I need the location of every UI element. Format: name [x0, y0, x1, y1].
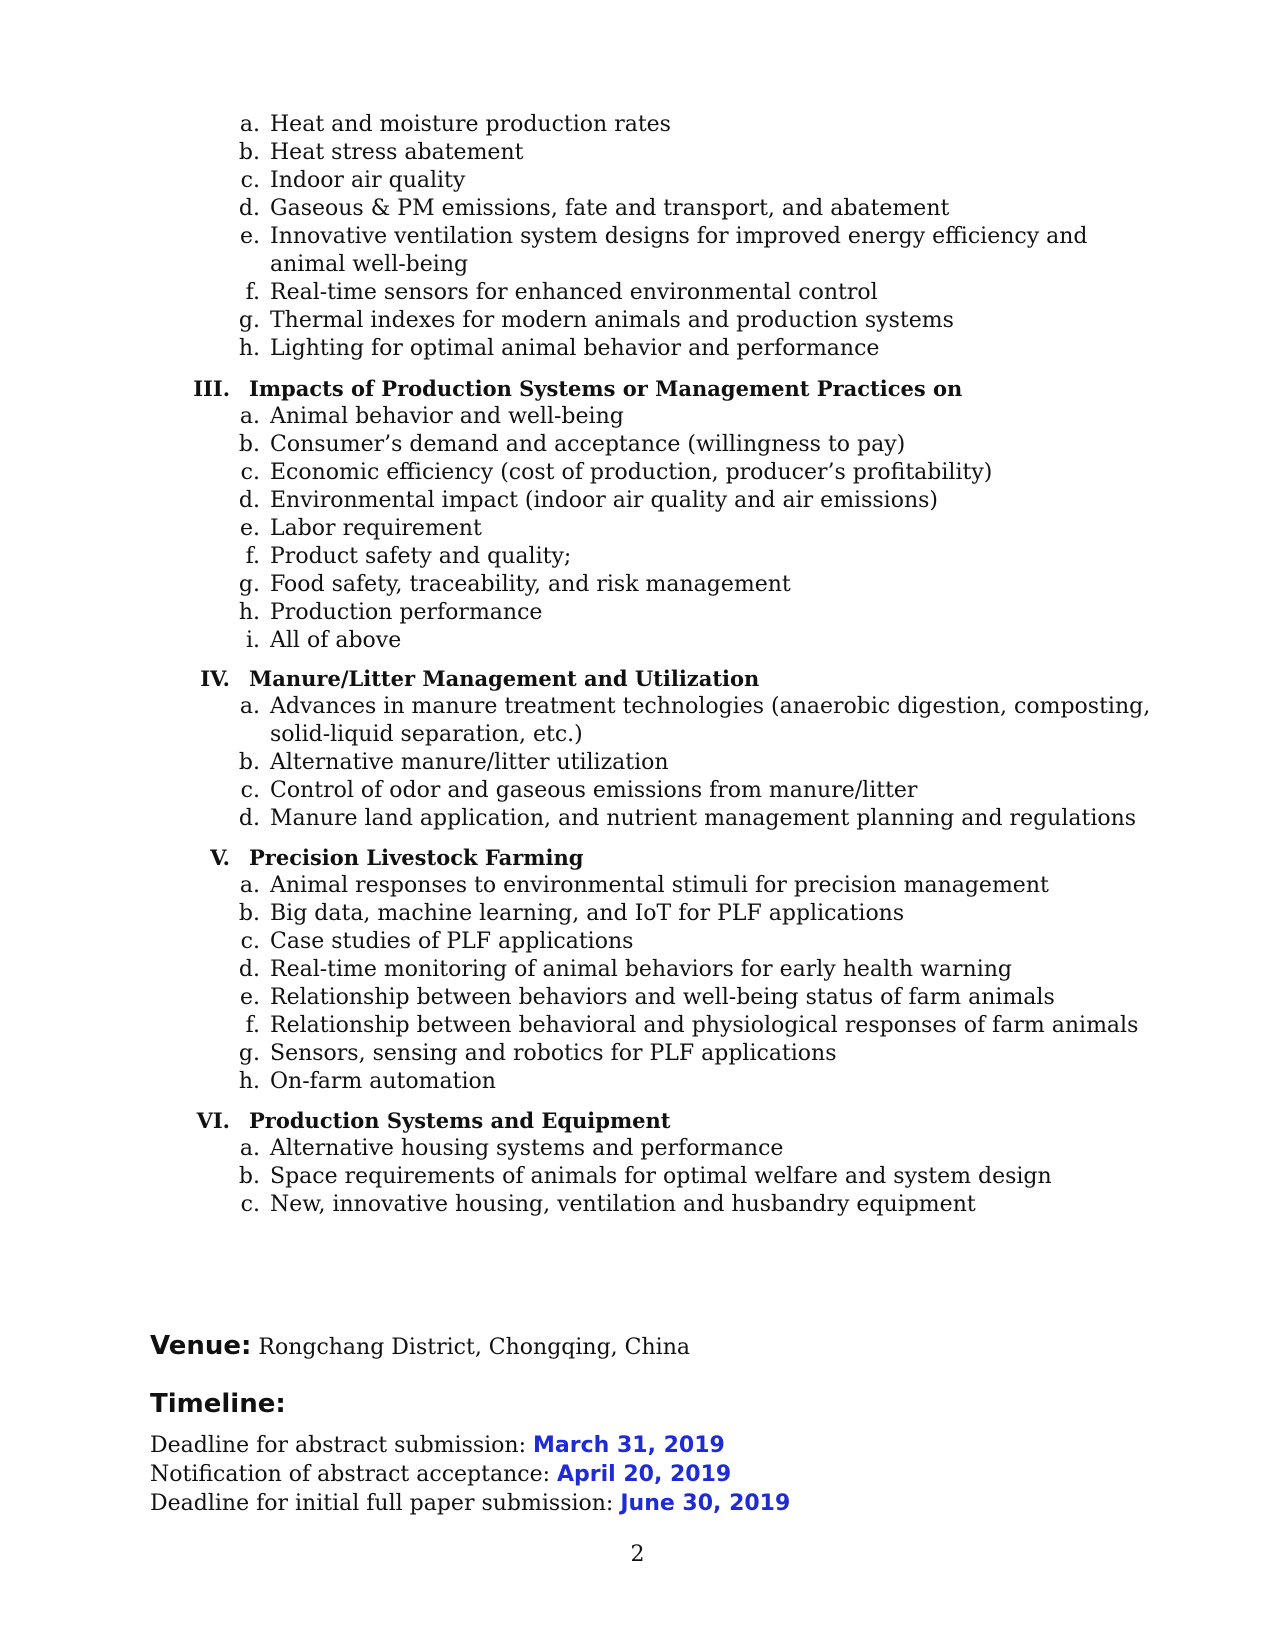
item-text: Alternative manure/litter utilization	[270, 750, 669, 775]
item-letter: g.	[238, 308, 260, 333]
item-letter: h.	[238, 600, 260, 625]
item-text: Lighting for optimal animal behavior and performance	[270, 336, 880, 361]
timeline-label: Deadline for initial full paper submission:	[150, 1491, 621, 1516]
item-letter: b.	[238, 432, 260, 457]
item-text: Advances in manure treatment technologies (anaerobic digestion, composting,	[270, 694, 1151, 719]
item-letter: d.	[238, 488, 260, 513]
timeline-row	[150, 1431, 725, 1460]
section-title: Manure/Litter Management and Utilization	[249, 666, 760, 691]
item-letter: g.	[238, 572, 260, 597]
item-text-continuation: animal well-being	[270, 252, 469, 277]
item-text: Big data, machine learning, and IoT for PLF applications	[270, 901, 905, 926]
item-text: Product safety and quality;	[270, 544, 572, 569]
item-text: Consumer’s demand and acceptance (willingness to pay)	[270, 432, 906, 457]
item-letter: e.	[239, 224, 260, 249]
item-text: Real-time monitoring of animal behaviors for early health warning	[270, 957, 1012, 982]
item-letter: c.	[240, 168, 260, 193]
item-text: Economic efficiency (cost of production, producer’s profitability)	[270, 460, 993, 485]
item-text: Food safety, traceability, and risk management	[270, 572, 791, 597]
timeline-label: Deadline for abstract submission:	[150, 1433, 534, 1458]
item-text: Indoor air quality	[270, 168, 466, 193]
section-numeral: VI.	[196, 1108, 230, 1133]
item-letter: c.	[240, 778, 260, 803]
item-letter: f.	[245, 280, 260, 305]
item-text: Case studies of PLF applications	[270, 929, 634, 954]
item-text: Real-time sensors for enhanced environmental control	[270, 280, 878, 305]
item-text: On-farm automation	[270, 1069, 496, 1094]
item-text: Heat stress abatement	[270, 140, 524, 165]
item-text: Heat and moisture production rates	[270, 112, 671, 137]
item-letter: c.	[240, 1192, 260, 1217]
timeline-date: March 31, 2019	[533, 1433, 725, 1458]
item-text: Animal responses to environmental stimuli for precision management	[270, 873, 1049, 898]
item-letter: c.	[240, 460, 260, 485]
item-letter: h.	[238, 336, 260, 361]
section-title: Impacts of Production Systems or Management Practices on	[249, 376, 963, 401]
item-text: Gaseous & PM emissions, fate and transport, and abatement	[270, 196, 950, 221]
item-letter: a.	[239, 873, 260, 898]
venue-value: Rongchang District, Chongqing, China	[251, 1335, 690, 1360]
item-text: Environmental impact (indoor air quality and air emissions)	[270, 488, 938, 513]
timeline-row	[150, 1489, 790, 1518]
section-title: Precision Livestock Farming	[249, 845, 584, 870]
timeline-heading: Timeline:	[150, 1389, 286, 1419]
item-text: Production performance	[270, 600, 543, 625]
item-letter: e.	[239, 516, 260, 541]
item-letter: c.	[240, 929, 260, 954]
item-letter: f.	[245, 1013, 260, 1038]
item-text-continuation: solid-liquid separation, etc.)	[270, 722, 583, 747]
item-letter: d.	[238, 196, 260, 221]
item-letter: a.	[239, 112, 260, 137]
section-numeral: V.	[210, 845, 230, 870]
item-text: Relationship between behavioral and physiological responses of farm animals	[270, 1013, 1139, 1038]
item-letter: d.	[238, 806, 260, 831]
timeline-date: April 20, 2019	[557, 1462, 732, 1487]
section-numeral: IV.	[200, 666, 230, 691]
item-text: Control of odor and gaseous emissions from manure/litter	[270, 778, 918, 803]
item-letter: a.	[239, 1136, 260, 1161]
section-numeral: III.	[193, 376, 230, 401]
page-number: 2	[630, 1542, 645, 1567]
item-letter: g.	[238, 1041, 260, 1066]
item-text: New, innovative housing, ventilation and husbandry equipment	[270, 1192, 976, 1217]
item-letter: i.	[245, 628, 260, 653]
item-letter: b.	[238, 901, 260, 926]
item-text: Thermal indexes for modern animals and production systems	[270, 308, 954, 333]
item-text: Animal behavior and well-being	[270, 404, 624, 429]
item-letter: b.	[238, 750, 260, 775]
item-letter: e.	[239, 985, 260, 1010]
item-letter: b.	[238, 140, 260, 165]
item-letter: a.	[239, 404, 260, 429]
item-text: Alternative housing systems and performance	[270, 1136, 784, 1161]
item-text: Labor requirement	[270, 516, 482, 541]
timeline-date: June 30, 2019	[620, 1491, 791, 1516]
section-title: Production Systems and Equipment	[249, 1108, 671, 1133]
item-letter: f.	[245, 544, 260, 569]
item-text: All of above	[270, 628, 402, 653]
timeline-label: Notification of abstract acceptance:	[150, 1462, 557, 1487]
item-letter: h.	[238, 1069, 260, 1094]
item-letter: a.	[239, 694, 260, 719]
item-text: Manure land application, and nutrient management planning and regulations	[270, 806, 1137, 831]
venue-label: Venue:	[150, 1331, 252, 1361]
venue-line	[150, 1330, 690, 1364]
item-letter: b.	[238, 1164, 260, 1189]
item-text: Space requirements of animals for optimal welfare and system design	[270, 1164, 1052, 1189]
item-text: Sensors, sensing and robotics for PLF applications	[270, 1041, 837, 1066]
item-letter: d.	[238, 957, 260, 982]
item-text: Innovative ventilation system designs for improved energy efficiency and	[270, 224, 1088, 249]
item-text: Relationship between behaviors and well-being status of farm animals	[270, 985, 1055, 1010]
timeline-row	[150, 1460, 731, 1489]
